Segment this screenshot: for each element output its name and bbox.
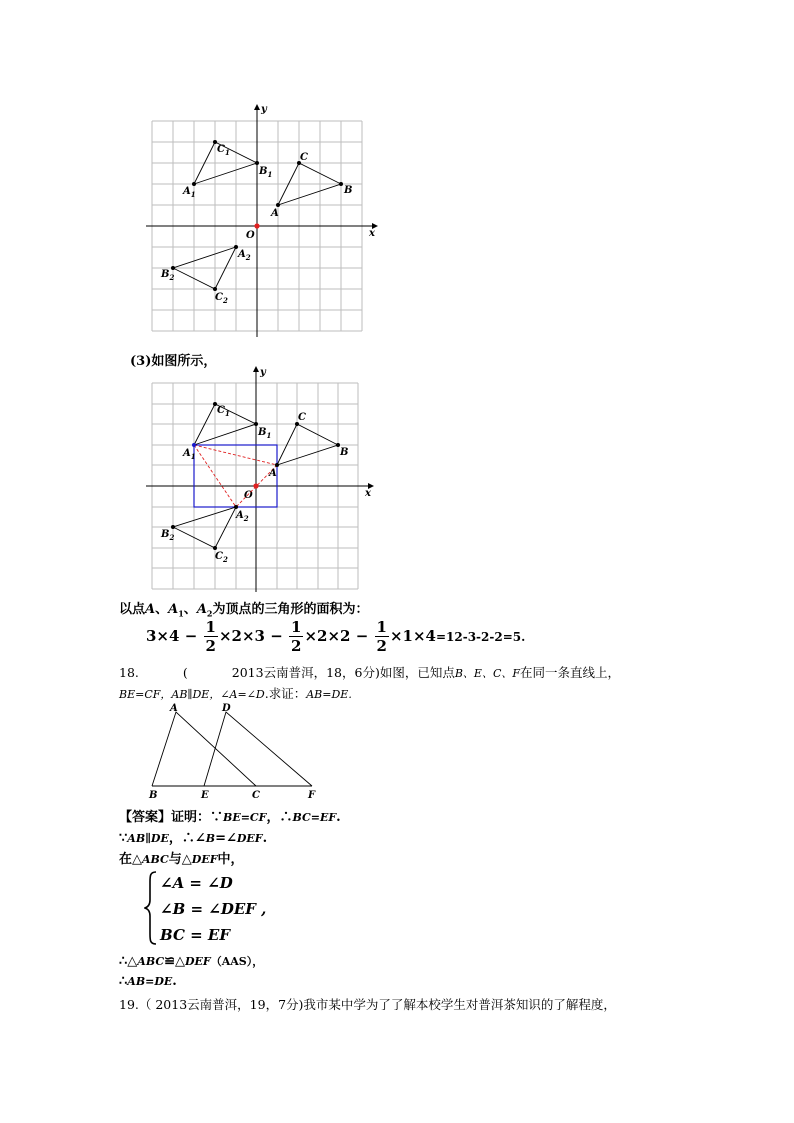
- triangles-figure: [140, 700, 330, 804]
- label-c1: $C_1$: [217, 144, 230, 157]
- triangle-abc: [152, 712, 256, 786]
- label-b2: $B_2$: [161, 269, 175, 282]
- svg-text:C2: $C_2$: [215, 551, 228, 564]
- y-axis-label: y: [261, 104, 267, 115]
- left-brace-icon: [144, 870, 158, 946]
- svg-text:C1: $C_1$: [217, 405, 230, 418]
- label-b-2: B: [340, 447, 349, 458]
- svg-text:A1: $A_1$: [183, 448, 196, 461]
- label-a1: $A_1$: [183, 186, 196, 199]
- point-b: [339, 182, 343, 186]
- x-axis-label: x: [369, 228, 375, 239]
- label-b: B: [344, 185, 353, 196]
- label-c-2: C: [298, 412, 306, 423]
- fig3-label-a: A: [170, 703, 178, 714]
- triangle-def: [204, 712, 312, 786]
- part3-label: (3)如图所示，: [130, 354, 217, 369]
- condition-angle-b: ∠B = ∠DEF ,: [160, 900, 267, 918]
- x-axis-label-2: x: [365, 488, 371, 499]
- q18-line1: 18. ( 2013云南普洱，18，6分)如图，已知点B、E、C、F在同一条直线上，: [119, 665, 621, 680]
- q19-line1: 19.（ 2013云南普洱，19，7分)我市某中学为了了解本校学生对普洱茶知识的了解程度，: [119, 997, 616, 1012]
- coordinate-figure-2: [140, 362, 380, 594]
- label-c: C: [300, 152, 308, 163]
- point-a1: [192, 182, 196, 186]
- origin-point-2: [253, 483, 258, 488]
- condition-angle-a: ∠A = ∠D: [160, 874, 233, 892]
- condition-side-bc: BC = EF: [160, 926, 230, 944]
- answer-line1: 【答案】证明：∵BE=CF，∴BC=EF.: [119, 810, 341, 825]
- answer-line5: ∴AB=DE.: [119, 974, 177, 989]
- label-b1: $B_1$: [259, 166, 273, 179]
- fig3-label-c: C: [252, 790, 260, 801]
- answer-line4: ∴△ABC≌△DEF（AAS），: [119, 954, 264, 969]
- point-a: [276, 203, 280, 207]
- q18-line2: BE=CF，AB∥DE，∠A=∠D.求证：AB=DE.: [119, 686, 352, 701]
- svg-text:B2: $B_2$: [161, 529, 175, 542]
- label-a2: $A_2$: [238, 249, 251, 262]
- answer-line3: 在△ABC与△DEF中，: [119, 852, 244, 867]
- answer-line2: ∵AB∥DE，∴∠B=∠DEF.: [119, 831, 268, 846]
- fig3-label-d: D: [222, 703, 231, 714]
- coordinate-figure-1: [140, 100, 380, 340]
- origin-point: [254, 223, 259, 228]
- svg-text:A2: $A_2$: [236, 510, 249, 523]
- point-c2: [213, 287, 217, 291]
- label-c2: $C_2$: [215, 292, 228, 305]
- origin-label: O: [246, 230, 255, 241]
- congruence-system: [160, 870, 266, 948]
- label-a-2: A: [269, 468, 277, 479]
- fig3-label-e: E: [201, 790, 209, 801]
- label-a: A: [271, 208, 279, 219]
- point-b1: [255, 161, 259, 165]
- origin-label-2: O: [244, 490, 253, 501]
- svg-text:B1: $B_1$: [258, 427, 272, 440]
- y-axis-label-2: y: [260, 367, 266, 378]
- area-sentence: 以点A、$A_1$、$A_2$为顶点的三角形的面积为：: [119, 602, 369, 619]
- point-b2: [171, 266, 175, 270]
- fig3-label-b: B: [149, 790, 158, 801]
- fig3-label-f: F: [308, 790, 316, 801]
- area-formula: 3×4 − $\frac{1}{2}$ ×2×3 − $\frac{1}{2}$ ×2×2 − $\frac{1}{2}$ ×1×4=12-3-2-2=5.: [146, 618, 526, 655]
